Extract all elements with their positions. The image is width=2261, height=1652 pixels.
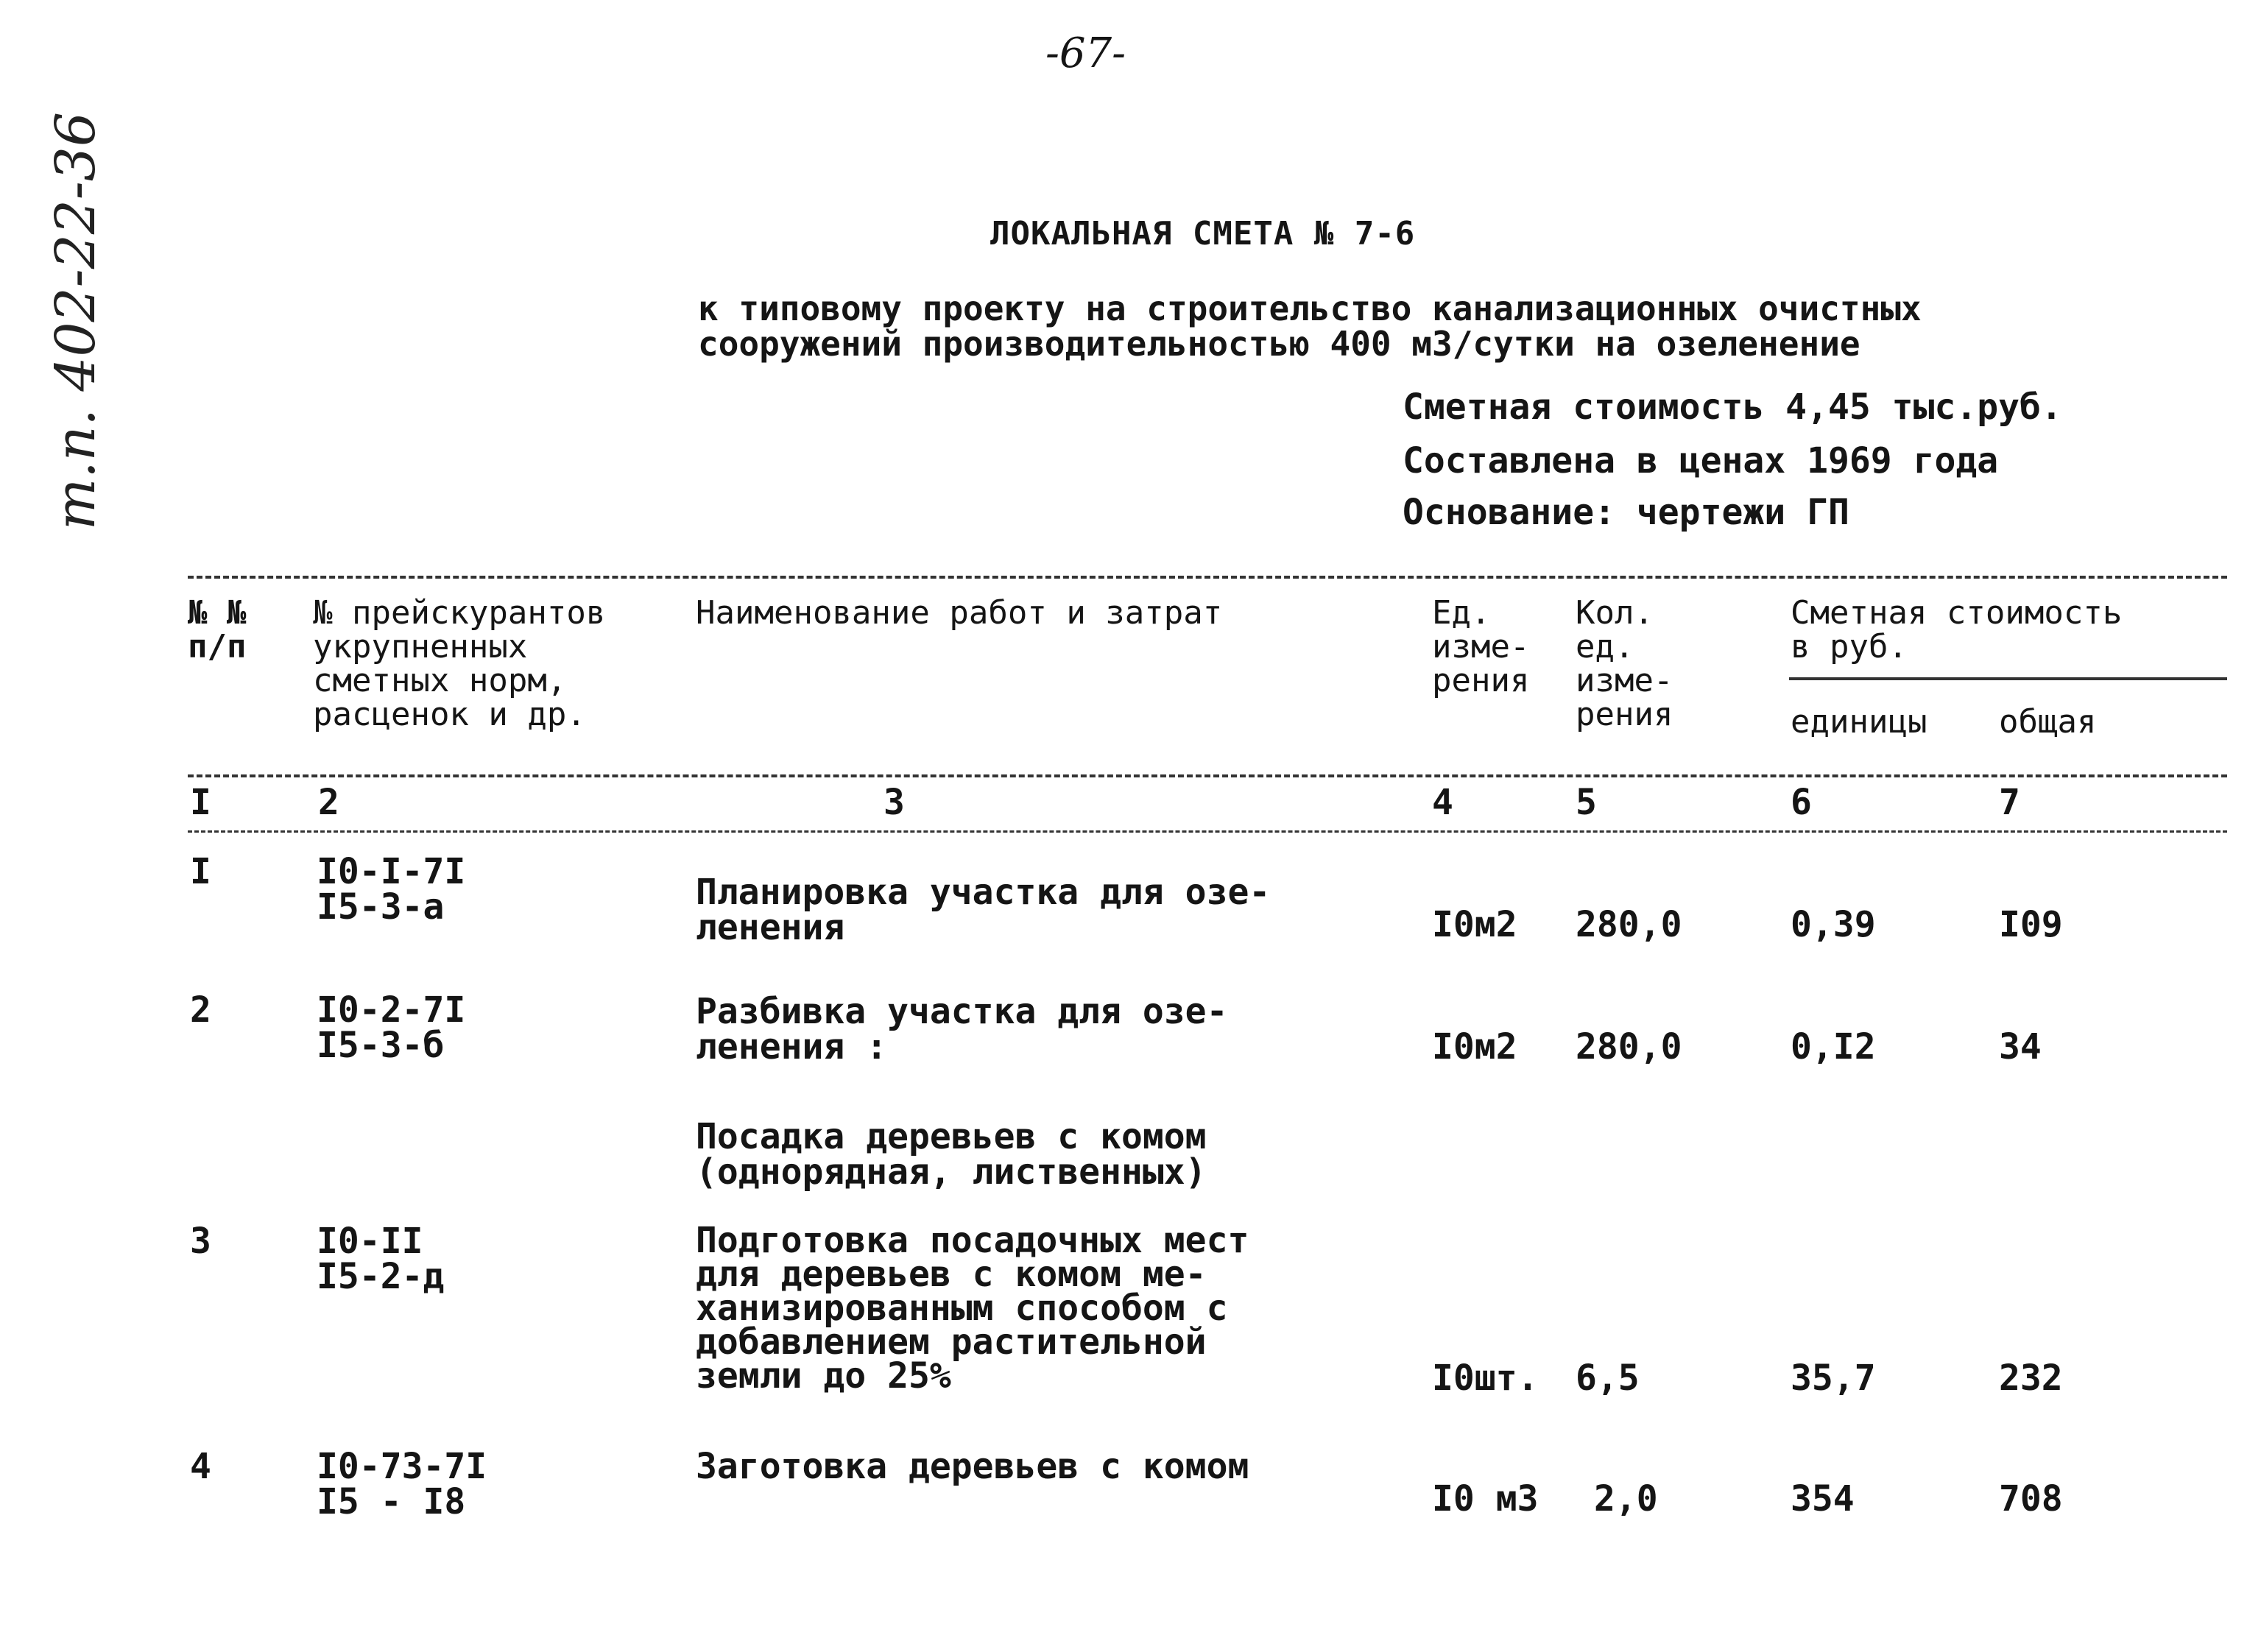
quantity: 2,0: [1594, 1478, 1658, 1519]
total-cost: 34: [1999, 1026, 2042, 1067]
unit-cost: 0,I2: [1791, 1026, 1876, 1067]
price-list-code: I0-II I5-2-д: [317, 1221, 445, 1297]
price-basis: Составлена в ценах 1969 года: [1403, 440, 1999, 481]
work-name: Разбивка участка для озе- ленения :: [696, 991, 1228, 1067]
work-name: Подготовка посадочных мест для деревьев с комом ме- ханизированным способом с добавлением растительной земли до 25%: [696, 1220, 1249, 1397]
quantity: 6,5: [1576, 1358, 1640, 1399]
page-number: -67-: [1045, 29, 1126, 77]
header-col-work-name: Наименование работ и затрат: [696, 594, 1223, 632]
total-cost: I09: [1999, 904, 2063, 945]
header-col-unit: Ед. изме- рения: [1432, 594, 1530, 699]
unit: I0м2: [1432, 1026, 1517, 1067]
header-col-price-list: № прейскурантов укрупненных сметных норм, расценок и др.: [313, 594, 606, 733]
header-col-estimated-cost: Сметная стоимость в руб.: [1791, 594, 2123, 666]
header-col-unit-cost: единицы: [1791, 703, 1927, 741]
unit-cost: 354: [1791, 1478, 1855, 1519]
unit-cost: 35,7: [1791, 1358, 1876, 1399]
unit: I0 м3: [1432, 1478, 1539, 1519]
work-name: Планировка участка для озе- ленения: [696, 872, 1271, 948]
row-number: 4: [190, 1446, 211, 1487]
estimated-cost: Сметная стоимость 4,45 тыс.руб.: [1403, 386, 2062, 428]
column-number: I: [190, 782, 211, 823]
document-title: ЛОКАЛЬНАЯ СМЕТА № 7-6: [990, 215, 1416, 253]
work-name: Заготовка деревьев с комом: [696, 1446, 1249, 1487]
column-number: 5: [1576, 782, 1597, 823]
column-number: 4: [1432, 782, 1453, 823]
unit: I0м2: [1432, 904, 1517, 945]
work-group-heading: Посадка деревьев с комом (однорядная, лиственных): [696, 1116, 1207, 1193]
column-number: 7: [1999, 782, 2020, 823]
column-number: 3: [883, 782, 905, 823]
row-number: I: [190, 851, 211, 892]
table-top-rule: [188, 576, 2227, 579]
row-number: 2: [190, 989, 211, 1031]
header-col-row-number: № № п/п: [188, 594, 247, 666]
drawing-basis: Основание: чертежи ГП: [1403, 492, 1849, 533]
header-bottom-rule: [188, 774, 2227, 777]
header-col-quantity: Кол. ед. изме- рения: [1576, 594, 1673, 733]
document-subtitle: к типовому проекту на строительство канализационных очистных сооружений производительностью 400 м3/сутки на озеленение: [698, 289, 1922, 364]
column-number: 2: [318, 782, 339, 823]
column-number-rule: [188, 830, 2227, 833]
price-list-code: I0-I-7I I5-3-а: [317, 851, 466, 928]
total-cost: 708: [1999, 1478, 2063, 1519]
total-cost: 232: [1999, 1358, 2063, 1399]
margin-project-code: т.п. 402-22-36: [44, 112, 107, 530]
header-sub-rule: [1789, 677, 2227, 680]
quantity: 280,0: [1576, 1026, 1682, 1067]
price-list-code: I0-73-7I I5 - I8: [317, 1446, 487, 1522]
unit-cost: 0,39: [1791, 904, 1876, 945]
unit: I0шт.: [1432, 1358, 1539, 1399]
row-number: 3: [190, 1221, 211, 1262]
header-col-total-cost: общая: [1999, 703, 2097, 741]
price-list-code: I0-2-7I I5-3-б: [317, 989, 466, 1066]
quantity: 280,0: [1576, 904, 1682, 945]
column-number: 6: [1791, 782, 1812, 823]
